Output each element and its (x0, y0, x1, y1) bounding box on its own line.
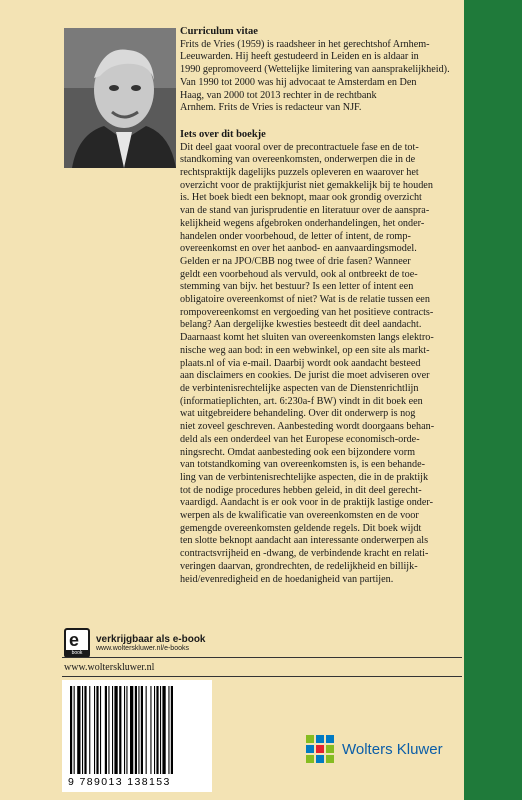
about-line: is. Het boek biedt een beknopt, maar ook grondig overzicht (180, 192, 422, 204)
cv-line: Arnhem. Frits de Vries is redacteur van NJF. (180, 102, 362, 114)
about-line: ling van de verbintenisrechtelijke aspecten, die in de praktijk (180, 471, 429, 483)
back-cover-text (180, 26, 452, 586)
about-line: deld als een onderdeel van het Europese economisch-orde- (180, 433, 420, 445)
about-line: heid/evenredigheid en de hoedanigheid van partijen. (180, 573, 394, 585)
publisher-name: Wolters Kluwer (342, 740, 443, 758)
cv-section (180, 26, 452, 115)
about-line: van de stand van jurisprudentie en literatuur over de aanspra- (180, 205, 430, 217)
about-line: standkoming van overeenkomsten, onderwerpen die in de (180, 154, 416, 166)
about-line: wat uitgebreidere behandeling. Over dit onderwerp is nog (180, 408, 416, 420)
about-line: plaats.nl of via e-mail. Daarbij wordt ook aandacht besteed (180, 357, 421, 369)
about-line: Dit deel gaat vooral over de precontractuele fase en de tot- (180, 141, 419, 153)
about-line: ningsrecht. Omdat aanbesteding ook een bijzondere vorm (180, 446, 416, 458)
author-portrait-image (64, 28, 176, 168)
divider-top (62, 657, 462, 658)
about-line: rompovereenkomst en vergoeding van het positieve contracts- (180, 306, 434, 318)
about-line: ten slotte beknopt aandacht aan interessante onderwerpen als (180, 535, 429, 547)
ebook-icon-letter: e (69, 630, 80, 650)
ebook-icon-label: book (66, 650, 88, 657)
ebook-url: www.wolterskluwer.nl/e-books (96, 645, 189, 652)
cv-line: Van 1990 tot 2000 was hij advocaat te Amsterdam en Den (180, 76, 417, 88)
about-line: stemming van bijv. het bestuur? Is een letter of intent een (180, 281, 414, 293)
about-heading: Iets over dit boekje (180, 128, 266, 140)
about-line: overeenkomst en over het aanbod- en aanvaardingsmodel. (180, 243, 417, 255)
about-line: Gelden er na JPO/CBB nog twee of drie fasen? Wanneer (180, 255, 411, 267)
green-spine-stripe (464, 0, 522, 800)
about-line: Daarnaast komt het sluiten van overeenkomsten langs elektro- (180, 332, 434, 344)
about-line: van totstandkoming van overeenkomsten is, is een behande- (180, 459, 426, 471)
cv-line: Leeuwarden. Hij heeft gestudeerd in Leiden en is aldaar in (180, 51, 419, 63)
about-line: rechtspraktijk dagelijks puzzels opleveren en waarover het (180, 167, 419, 179)
ebook-text (96, 634, 206, 652)
about-line: niet zoveel geschreven. Aanbesteding wordt doorgaans behan- (180, 421, 435, 433)
about-line: tot de nodige procedures hebben geleid, in dit deel gerecht- (180, 484, 422, 496)
about-section (180, 129, 452, 586)
publisher-logo (306, 735, 443, 763)
cv-heading: Curriculum vitae (180, 26, 258, 37)
cv-line: Haag, van 2000 tot 2013 rechter in de rechtbank (180, 89, 377, 101)
ebook-icon (64, 628, 90, 658)
about-line: belang? Aan dergelijke kwesties besteedt dit deel aandacht. (180, 319, 422, 331)
about-line: (informatieplichten, art. 6:230a-f BW) vindt in dit boek een (180, 395, 423, 407)
cv-line: 1990 gepromoveerd (Wettelijke limitering van aansprakelijkheid). (180, 64, 450, 76)
about-line: contractsvrijheid en -dwang, de verbindende kracht en relati- (180, 548, 429, 560)
about-line: vaardigd. Aandacht is er ook voor in de praktijk lastige onder- (180, 497, 433, 509)
about-line: werpen als de kwalificatie van overeenkomsten en de voor (180, 510, 419, 522)
about-line: obligatoire overeenkomst of niet? Wat is de relatie tussen een (180, 294, 430, 306)
author-photo (64, 28, 176, 168)
about-line: geldt een voorbehoud als vervuld, ook al ontbreekt de toe- (180, 268, 418, 280)
cv-line: Frits de Vries (1959) is raadsheer in het gerechtshof Arnhem- (180, 38, 430, 50)
about-line: gemengde overeenkomsten geldende regels. Dit boek wijdt (180, 522, 422, 534)
about-line: nische weg aan bod: in een webwinkel, op een site als markt- (180, 344, 430, 356)
about-line: handelen onder voorbehoud, de letter of intent, de romp- (180, 230, 411, 242)
divider-bottom (62, 676, 462, 677)
isbn-barcode (62, 680, 212, 792)
about-line: de verbintenisrechtelijke aspecten van de Dienstenrichtlijn (180, 382, 419, 394)
about-line: kelijkheid wegens afgebroken onderhandelingen, het onder- (180, 217, 425, 229)
about-line: overzicht voor de praktijkjurist niet gemakkelijk bij te houden (180, 179, 433, 191)
barcode-bars-icon (70, 686, 204, 774)
ebook-title: verkrijgbaar als e-book (96, 634, 206, 645)
publisher-website: www.wolterskluwer.nl (64, 662, 155, 673)
wolters-kluwer-mark-icon (306, 735, 334, 763)
barcode-digits: 9 789013 138153 (68, 776, 171, 788)
ebook-availability (64, 628, 206, 658)
about-line: veringen daarvan, grondrechten, de redelijkheid en billijk- (180, 560, 418, 572)
about-line: aan disclaimers en cookies. De jurist die moet adviseren over (180, 370, 430, 382)
